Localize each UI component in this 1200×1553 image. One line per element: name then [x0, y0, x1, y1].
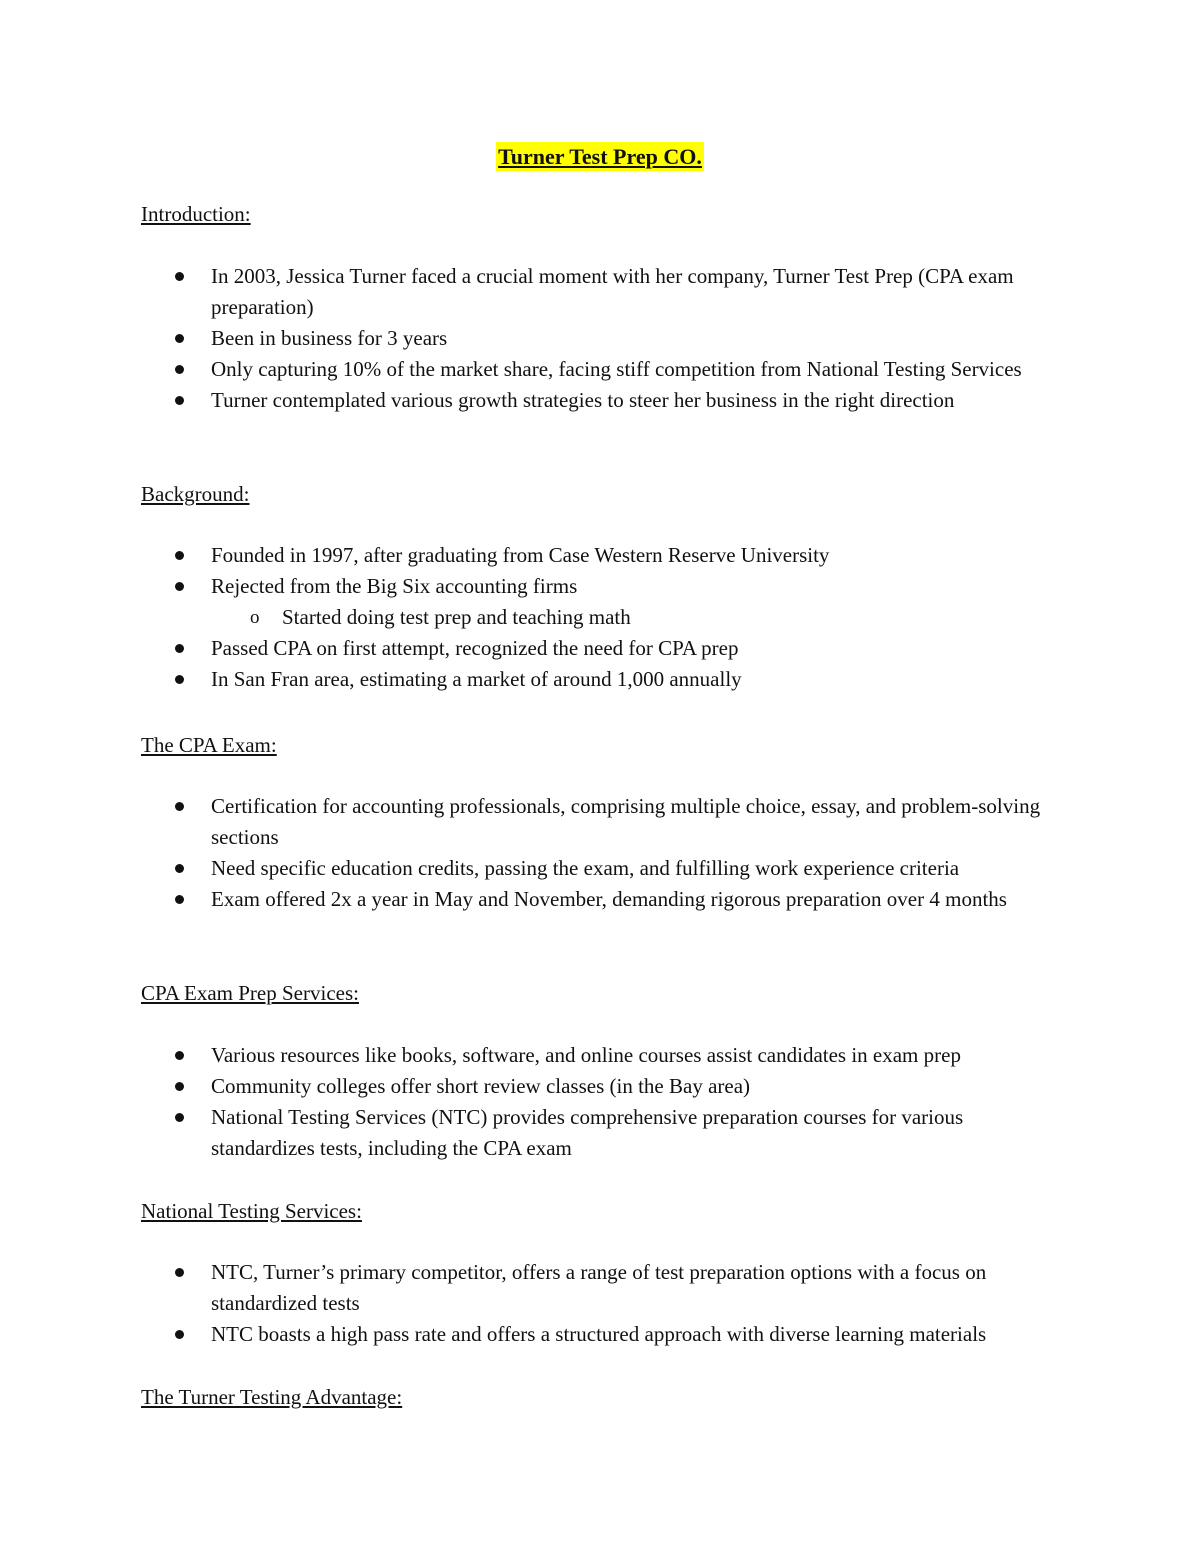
section-heading-turner-advantage: The Turner Testing Advantage:	[141, 1385, 403, 1409]
list-item: Passed CPA on first attempt, recognized the need for CPA prep	[141, 633, 1071, 664]
section-heading-introduction: Introduction:	[141, 202, 251, 226]
list-item: Need specific education credits, passing the exam, and fulfilling work experience criteria	[141, 853, 1071, 884]
background-list	[141, 540, 1071, 695]
bullet-icon	[175, 1330, 184, 1339]
section-heading-background: Background:	[141, 482, 250, 506]
list-item: NTC, Turner’s primary competitor, offers a range of test preparation options with a focus on standardized tests	[141, 1257, 1071, 1319]
list-item: Certification for accounting professionals, comprising multiple choice, essay, and problem-solving sections	[141, 791, 1071, 853]
prep-services-list	[141, 1040, 1071, 1164]
sub-list-item: o Started doing test prep and teaching math	[141, 602, 1071, 633]
list-item: Been in business for 3 years	[141, 323, 1071, 354]
title-container	[0, 142, 1200, 171]
list-item: In 2003, Jessica Turner faced a crucial moment with her company, Turner Test Prep (CPA exam preparation)	[141, 261, 1071, 323]
bullet-icon	[175, 1051, 184, 1060]
bullet-icon	[175, 334, 184, 343]
list-item: NTC boasts a high pass rate and offers a structured approach with diverse learning materials	[141, 1319, 1071, 1350]
list-item: Turner contemplated various growth strategies to steer her business in the right direction	[141, 385, 1071, 416]
bullet-icon	[175, 365, 184, 374]
list-item: Exam offered 2x a year in May and November, demanding rigorous preparation over 4 months	[141, 884, 1071, 915]
bullet-icon	[175, 1082, 184, 1091]
section-heading-national-testing-services: National Testing Services:	[141, 1199, 362, 1223]
list-item: Community colleges offer short review classes (in the Bay area)	[141, 1071, 1071, 1102]
bullet-icon	[175, 396, 184, 405]
introduction-list	[141, 261, 1071, 416]
bullet-icon	[175, 551, 184, 560]
document-title: Turner Test Prep CO.	[498, 144, 702, 169]
list-item: Various resources like books, software, and online courses assist candidates in exam prep	[141, 1040, 1071, 1071]
list-item: Rejected from the Big Six accounting firms	[141, 571, 1071, 602]
bullet-icon	[175, 895, 184, 904]
section-heading-prep-services: CPA Exam Prep Services:	[141, 981, 359, 1005]
list-item: In San Fran area, estimating a market of around 1,000 annually	[141, 664, 1071, 695]
cpa-exam-list	[141, 791, 1071, 915]
bullet-icon	[175, 644, 184, 653]
bullet-icon	[175, 1113, 184, 1122]
bullet-icon	[175, 675, 184, 684]
bullet-icon	[175, 582, 184, 591]
list-item: Founded in 1997, after graduating from Case Western Reserve University	[141, 540, 1071, 571]
bullet-icon	[175, 802, 184, 811]
national-testing-services-list	[141, 1257, 1071, 1350]
hollow-bullet-icon: o	[250, 607, 260, 628]
bullet-icon	[175, 1268, 184, 1277]
list-item: National Testing Services (NTC) provides comprehensive preparation courses for various standardizes tests, including the CPA exam	[141, 1102, 1071, 1164]
list-item: Only capturing 10% of the market share, facing stiff competition from National Testing Services	[141, 354, 1071, 385]
bullet-icon	[175, 864, 184, 873]
section-heading-cpa-exam: The CPA Exam:	[141, 733, 277, 757]
bullet-icon	[175, 272, 184, 281]
